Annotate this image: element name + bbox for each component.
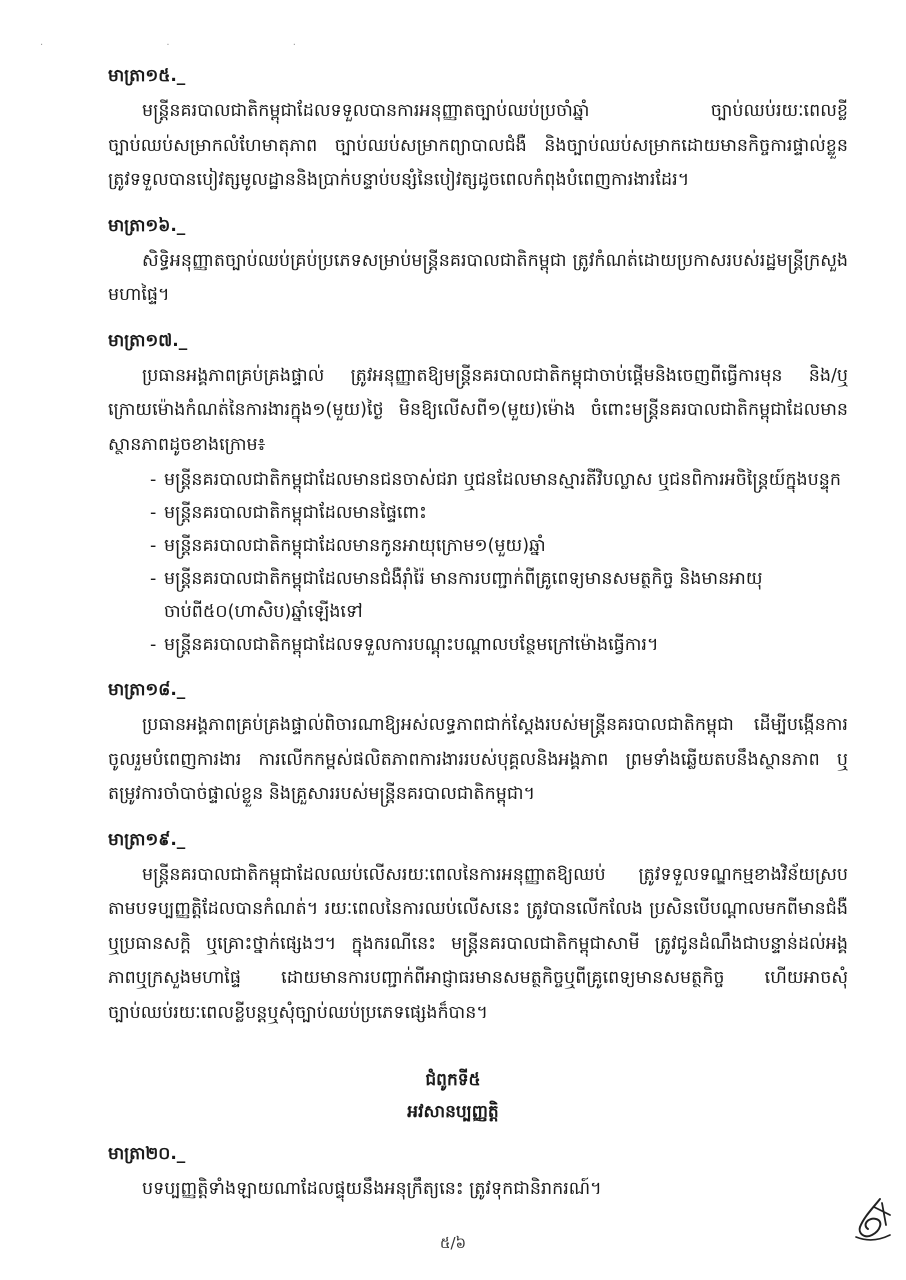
list-item: - មន្ត្រីនគរបាលជាតិកម្ពុជាដែលមានជនចាស់ជរា ឬជនដែលមានស្មារតីវិបល្លាស ឬជនពិការអចិន្ត្រៃយ៍ក្នុងបន្ទុក: [150, 470, 841, 490]
article-20: [0, 1140, 906, 1207]
chapter-title: អវសានប្បញ្ញត្តិ: [407, 1102, 499, 1122]
scan-artifact: · · ·: [40, 40, 356, 51]
article-paragraph: មន្ត្រីនគរបាលជាតិកម្ពុជាដែលទទួលបានការអនុញ្ញាតច្បាប់ឈប់ប្រចាំឆ្នាំ ច្បាប់ឈប់រយៈពេលខ្លី ច្បាប់ឈប់សម្រាកលំហែមាតុភាព ច្បាប់ឈប់សម្រាកព្យាបាលជំងឺ និងច្បាប់ឈប់សម្រាកដោយមានកិច្ចការផ្ទាល់ខ្លួន ត្រូវទទួលបានបៀវត្សមូលដ្ឋាននិងប្រាក់បន្ទាប់បន្សំនៃបៀវត្សដូចពេលកំពុងបំពេញការងារដែរ។: [108, 101, 848, 190]
list-item-text: មន្ត្រីនគរបាលជាតិកម្ពុជាដែលមានជនចាស់ជរា ឬជនដែលមានស្មារតីវិបល្លាស ឬជនពិការអចិន្ត្រៃយ៍ក្នុងបន្ទុក: [164, 470, 841, 490]
list-item-text: មន្ត្រីនគរបាលជាតិកម្ពុជាដែលទទួលការបណ្ដុះបណ្ដាលបន្ថែមក្រៅម៉ោងធ្វើការ។: [164, 635, 659, 655]
article-heading: មាត្រា១៧._: [108, 330, 188, 351]
list-item: - មន្ត្រីនគរបាលជាតិកម្ពុជាដែលមានកូនអាយុក្រោម១(មួយ)ឆ្នាំ: [150, 536, 546, 556]
list-item: - មន្ត្រីនគរបាលជាតិកម្ពុជាដែលទទួលការបណ្ដុះបណ្ដាលបន្ថែមក្រៅម៉ោងធ្វើការ។: [150, 635, 659, 655]
list-item-text: មន្ត្រីនគរបាលជាតិកម្ពុជាដែលមានកូនអាយុក្រោម១(មួយ)ឆ្នាំ: [164, 536, 546, 556]
article-heading: មាត្រា១៦._: [108, 215, 186, 236]
article-paragraph: បទប្បញ្ញត្តិទាំងឡាយណាដែលផ្ទុយនឹងអនុក្រឹត្យនេះ ត្រូវទុកជានិរាករណ៍។: [142, 1179, 602, 1199]
condition-list: [150, 464, 848, 662]
article-paragraph: ប្រធានអង្គភាពគ្រប់គ្រងផ្ទាល់ ត្រូវអនុញ្ញាតឱ្យមន្ត្រីនគរបាលជាតិកម្ពុជាចាប់ផ្ដើមនិងចេញពីធ្វើការមុន និង/ឬក្រោយម៉ោងកំណត់នៃការងារក្នុង១(មួយ)ថ្ងៃ មិនឱ្យលើសពី១(មួយ)ម៉ោង ចំពោះមន្ត្រីនគរបាលជាតិកម្ពុជាដែលមានស្ថានភាពដូចខាងក្រោម៖: [108, 365, 848, 455]
article-heading: មាត្រា១៨._: [108, 680, 186, 700]
list-item: - មន្ត្រីនគរបាលជាតិកម្ពុជាដែលមានជំងឺរ៉ាំរ៉ៃ មានការបញ្ជាក់ពីគ្រូពេទ្យមានសមត្ថកិច្ច និងមានអាយុចាប់ពី៥០(ហាសិប)ឆ្នាំឡើងទៅ: [150, 569, 763, 622]
page-number: ៥/៦: [439, 1234, 467, 1252]
article-heading: មាត្រា១៩._: [108, 829, 186, 850]
article-17: [0, 327, 906, 663]
chapter-number: ជំពូកទី៥: [425, 1070, 481, 1090]
article-15: [0, 62, 906, 198]
list-item: - មន្ត្រីនគរបាលជាតិកម្ពុជាដែលមានផ្ទៃពោះ: [150, 503, 427, 523]
article-18: [0, 676, 906, 812]
article-paragraph: សិទ្ធិអនុញ្ញាតច្បាប់ឈប់គ្រប់ប្រភេទសម្រាប់មន្ត្រីនគរបាលជាតិកម្ពុជា ត្រូវកំណត់ដោយប្រកាសរបស់រដ្ឋមន្ត្រីក្រសួងមហាផ្ទៃ។: [108, 250, 848, 305]
article-19: [0, 826, 906, 1031]
list-item-text: មន្ត្រីនគរបាលជាតិកម្ពុជាដែលមានជំងឺរ៉ាំរ៉ៃ មានការបញ្ជាក់ពីគ្រូពេទ្យមានសមត្ថកិច្ច និងមានអាយុចាប់ពី៥០(ហាសិប)ឆ្នាំឡើងទៅ: [164, 569, 763, 622]
list-item-text: មន្ត្រីនគរបាលជាតិកម្ពុជាដែលមានផ្ទៃពោះ: [164, 503, 427, 523]
article-16: [0, 212, 906, 313]
document-body: [0, 62, 906, 1221]
article-paragraph: មន្ត្រីនគរបាលជាតិកម្ពុជាដែលឈប់លើសរយៈពេលនៃការអនុញ្ញាតឱ្យឈប់ ត្រូវទទួលទណ្ឌកម្មខាងវិន័យស្របតាមបទប្បញ្ញត្តិដែលបានកំណត់។ រយៈពេលនៃការឈប់លើសនេះ ត្រូវបានលើកលែង ប្រសិនបើបណ្ដាលមកពីមានជំងឺ ឬប្រធានសក្តិ ឬគ្រោះថ្នាក់ផ្សេងៗ។ ក្នុងករណីនេះ មន្ត្រីនគរបាលជាតិកម្ពុជាសាមី ត្រូវជូនដំណឹងជាបន្ទាន់ដល់អង្គភាពឬក្រសួងមហាផ្ទៃ ដោយមានការបញ្ជាក់ពីអាជ្ញាធរមានសមត្ថកិច្ចឬពីគ្រូពេទ្យមានសមត្ថកិច្ច ហើយអាចសុំច្បាប់ឈប់រយៈពេលខ្លីបន្តឬសុំច្បាប់ឈប់ប្រភេទផ្សេងក៏បាន។: [108, 864, 848, 1023]
article-heading: មាត្រា២០._: [108, 1144, 186, 1164]
article-heading: មាត្រា១៥._: [108, 66, 186, 86]
article-paragraph: ប្រធានអង្គភាពគ្រប់គ្រងផ្ទាល់ពិចារណាឱ្យអស់លទ្ធភាពជាក់ស្ដែងរបស់មន្ត្រីនគរបាលជាតិកម្ពុជា ដើម្បីបង្កើនការចូលរួមបំពេញការងារ ការលើកកម្ពស់ផលិតភាពការងាររបស់បុគ្គលនិងអង្គភាព ព្រមទាំងឆ្លើយតបនឹងស្ថានភាព ឬតម្រូវការចាំបាច់ផ្ទាល់ខ្លួន និងគ្រួសាររបស់មន្ត្រីនគរបាលជាតិកម្ពុជា។: [108, 715, 848, 804]
